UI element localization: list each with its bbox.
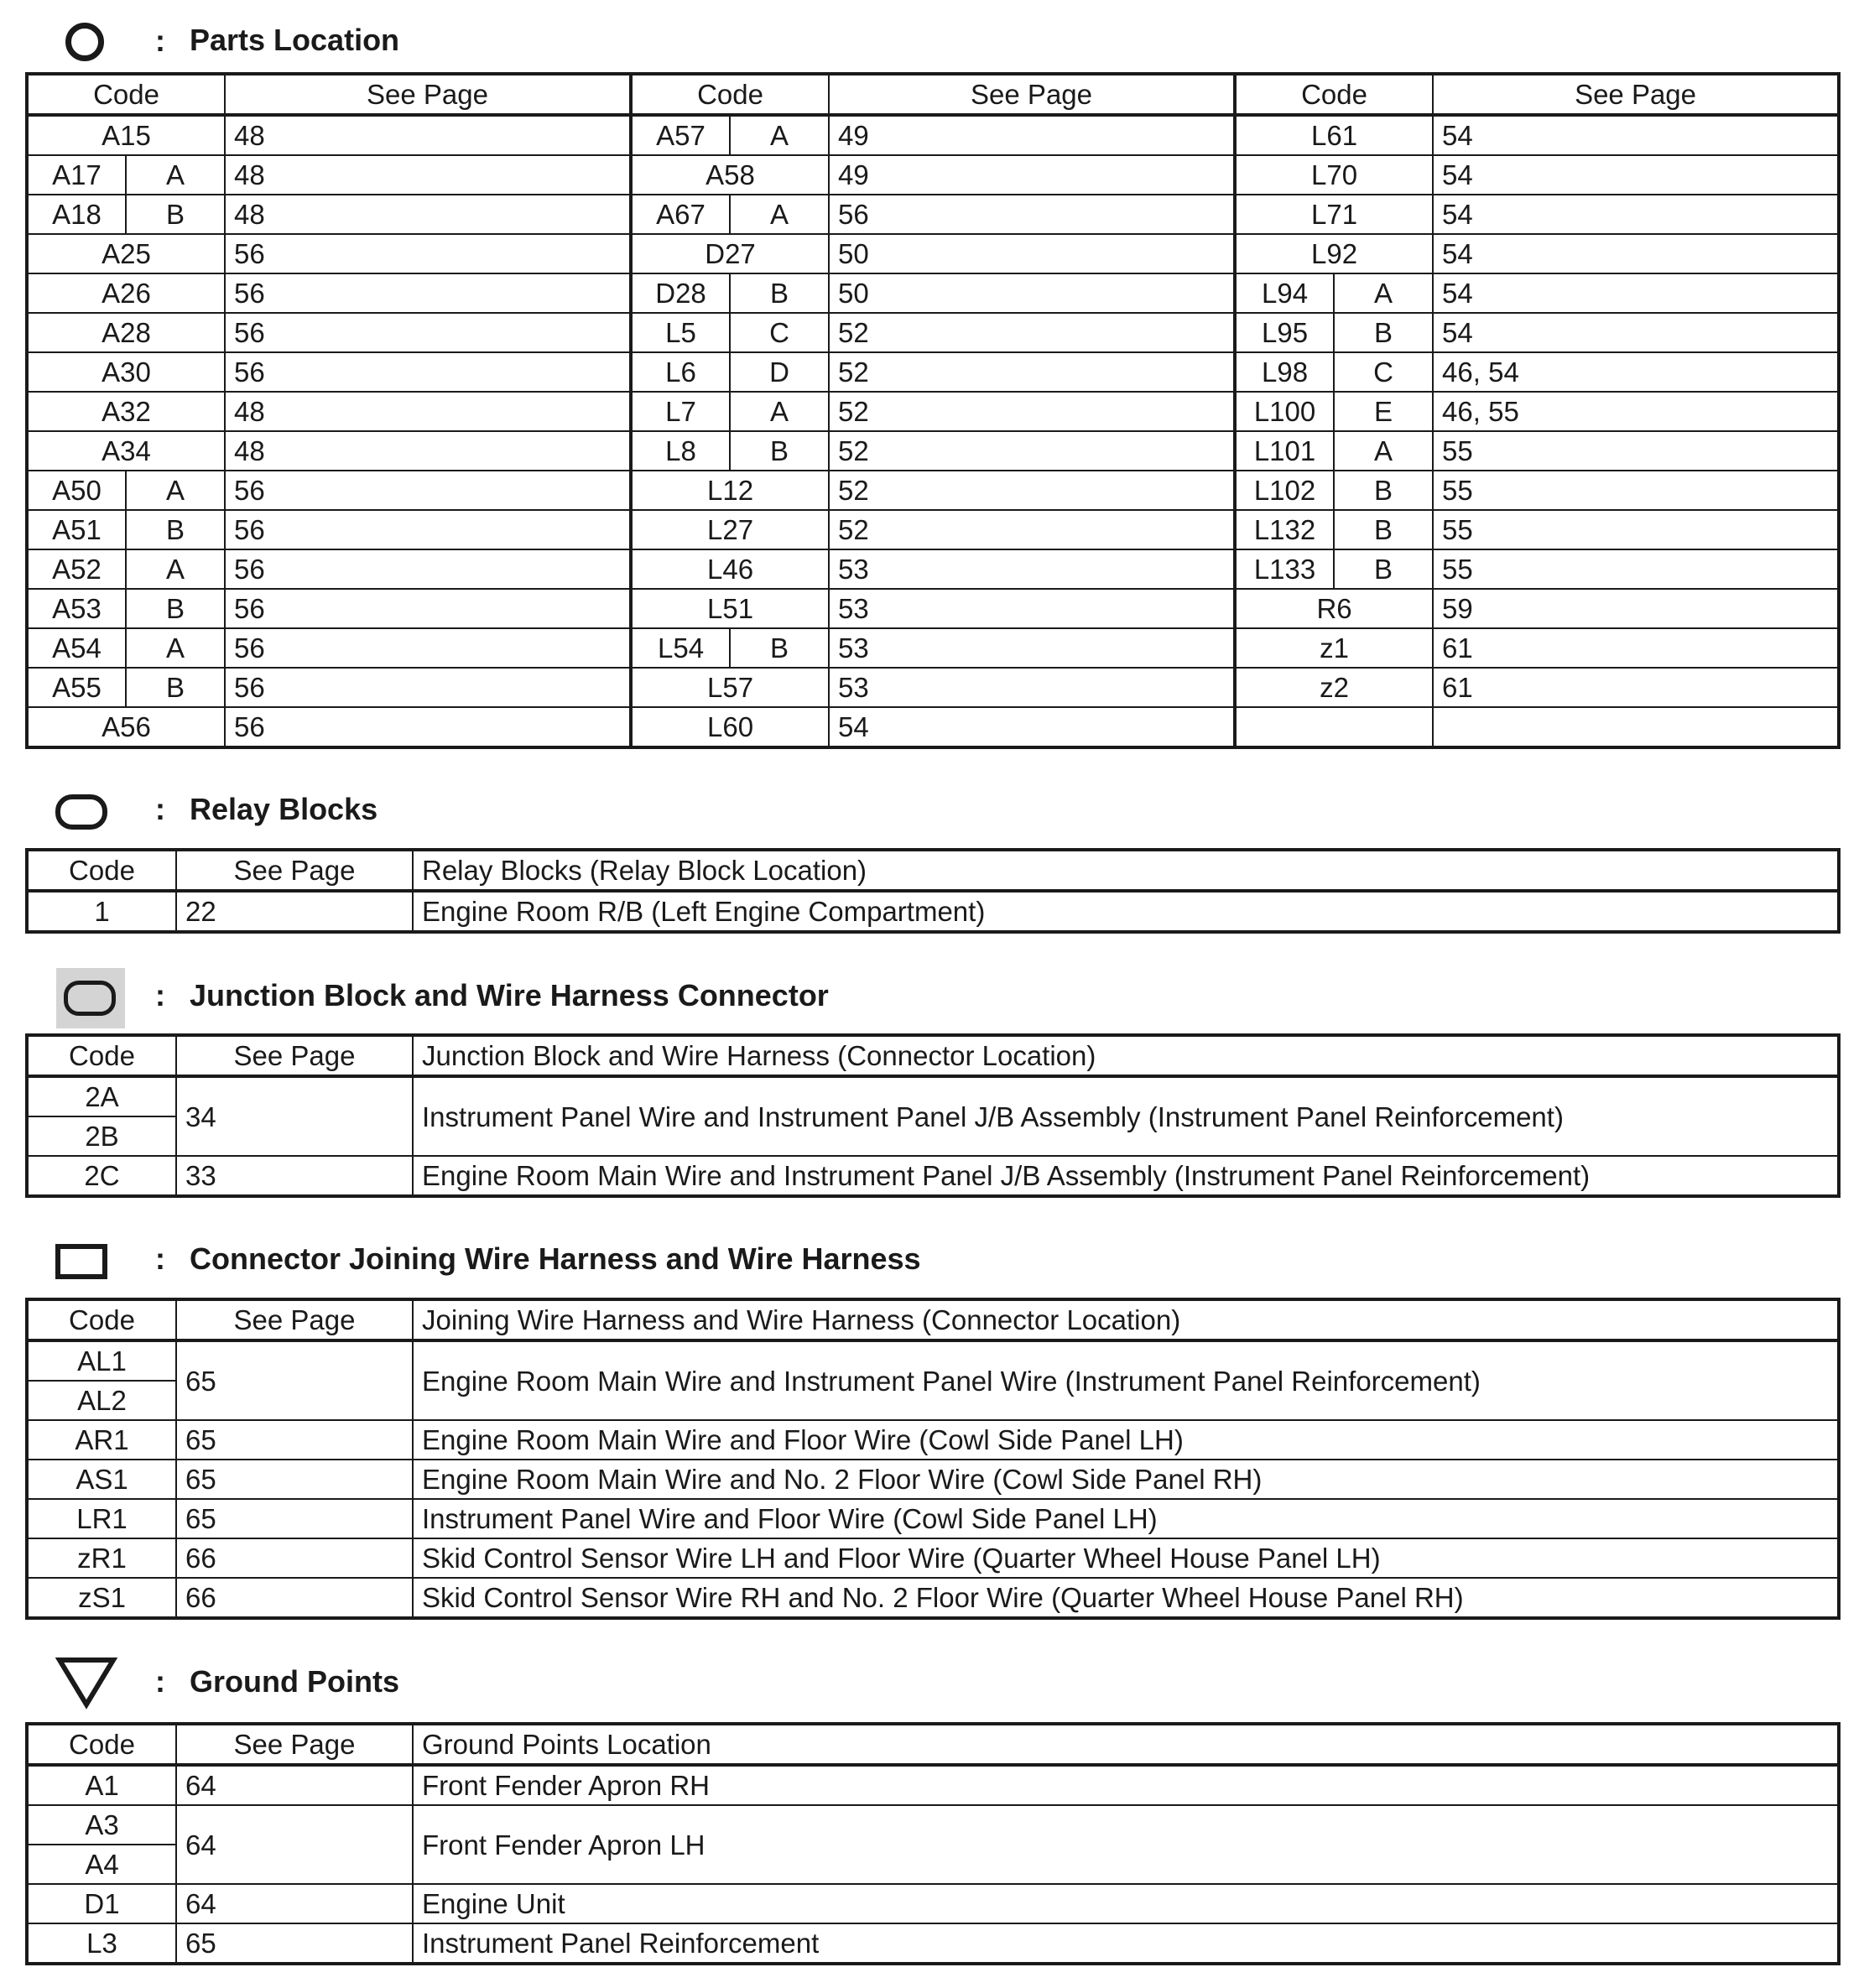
table-row: [27, 628, 1839, 668]
part-subcode: C: [1334, 352, 1433, 392]
table-row: [27, 155, 1839, 195]
code-cell: 2A: [27, 1076, 176, 1116]
ground-points-header: [0, 1649, 1174, 1716]
code-cell: 1: [27, 891, 176, 932]
see-page-value: 56: [225, 589, 631, 628]
column-header-code: Code: [27, 850, 176, 891]
part-code: L101: [1235, 431, 1334, 471]
see-page-value: 52: [829, 471, 1235, 510]
part-code: L7: [631, 392, 730, 431]
part-code: A30: [27, 352, 225, 392]
see-page-value: 53: [829, 549, 1235, 589]
see-page-value: 56: [225, 707, 631, 747]
part-code: A53: [27, 589, 126, 628]
see-page-value: 56: [225, 234, 631, 273]
table-header-row: [27, 850, 1839, 891]
part-subcode: B: [126, 510, 225, 549]
part-code: L12: [631, 471, 829, 510]
junction-block-table: [25, 1033, 1841, 1198]
part-subcode: A: [126, 155, 225, 195]
column-header-location: Joining Wire Harness and Wire Harness (Connector Location): [413, 1299, 1839, 1340]
connector-joining-header: [0, 1226, 1174, 1293]
code-cell: 2C: [27, 1156, 176, 1196]
table-header-row: [27, 1724, 1839, 1765]
table-header-row: [27, 74, 1839, 115]
see-page-value: 61: [1433, 628, 1839, 668]
part-code: A58: [631, 155, 829, 195]
oval-symbol-icon: [55, 794, 107, 830]
column-header-location: Junction Block and Wire Harness (Connector Location): [413, 1035, 1839, 1076]
code-cell: AL2: [27, 1381, 176, 1420]
code-cell: AL1: [27, 1340, 176, 1381]
part-code: A50: [27, 471, 126, 510]
see-page-value: 66: [176, 1578, 413, 1618]
part-code: L92: [1235, 234, 1433, 273]
part-code: D28: [631, 273, 730, 313]
table-row: [27, 471, 1839, 510]
part-code: L94: [1235, 273, 1334, 313]
see-page-value: 61: [1433, 668, 1839, 707]
see-page-value: 54: [1433, 195, 1839, 234]
code-cell: 2B: [27, 1116, 176, 1156]
see-page-value: 48: [225, 392, 631, 431]
location-description: Instrument Panel Wire and Floor Wire (Cowl Side Panel LH): [413, 1499, 1839, 1538]
see-page-value: 50: [829, 234, 1235, 273]
part-subcode: B: [730, 628, 829, 668]
see-page-value: 49: [829, 115, 1235, 155]
code-cell: L3: [27, 1923, 176, 1964]
table-row: [27, 707, 1839, 747]
see-page-value: 50: [829, 273, 1235, 313]
code-cell: AR1: [27, 1420, 176, 1460]
see-page-value: 65: [176, 1460, 413, 1499]
column-header-code: Code: [631, 74, 829, 115]
see-page-value: 55: [1433, 549, 1839, 589]
see-page-value: 65: [176, 1499, 413, 1538]
part-code: L71: [1235, 195, 1433, 234]
part-subcode: B: [126, 589, 225, 628]
part-code: A18: [27, 195, 126, 234]
see-page-value: 54: [1433, 234, 1839, 273]
header-colon: :: [155, 23, 165, 58]
code-cell: A4: [27, 1845, 176, 1884]
part-subcode: B: [126, 668, 225, 707]
location-description: Engine Unit: [413, 1884, 1839, 1923]
part-code: A26: [27, 273, 225, 313]
column-header-see-page: See Page: [176, 850, 413, 891]
see-page-value: 55: [1433, 510, 1839, 549]
part-subcode: B: [1334, 313, 1433, 352]
part-subcode: A: [126, 471, 225, 510]
code-cell: AS1: [27, 1460, 176, 1499]
see-page-value: 65: [176, 1340, 413, 1420]
table-row: [27, 273, 1839, 313]
part-code: [1235, 707, 1433, 747]
section-title: Junction Block and Wire Harness Connector: [190, 978, 829, 1012]
table-row: [27, 1156, 1839, 1196]
see-page-value: 52: [829, 431, 1235, 471]
location-description: Instrument Panel Reinforcement: [413, 1923, 1839, 1964]
see-page-value: 48: [225, 431, 631, 471]
part-code: L8: [631, 431, 730, 471]
see-page-value: 65: [176, 1420, 413, 1460]
table-row: [27, 352, 1839, 392]
see-page-value: 22: [176, 891, 413, 932]
part-subcode: A: [730, 392, 829, 431]
part-subcode: B: [1334, 549, 1433, 589]
part-code: A55: [27, 668, 126, 707]
see-page-value: 66: [176, 1538, 413, 1578]
part-code: A32: [27, 392, 225, 431]
see-page-value: 54: [1433, 115, 1839, 155]
see-page-value: 54: [1433, 313, 1839, 352]
table-row: [27, 1460, 1839, 1499]
part-code: A57: [631, 115, 730, 155]
see-page-value: 56: [225, 628, 631, 668]
part-code: R6: [1235, 589, 1433, 628]
column-header-code: Code: [27, 74, 225, 115]
table-row: [27, 1340, 1839, 1381]
part-code: A15: [27, 115, 225, 155]
column-header-see-page: See Page: [176, 1299, 413, 1340]
see-page-value: 64: [176, 1805, 413, 1884]
column-header-code: Code: [27, 1035, 176, 1076]
see-page-value: 55: [1433, 471, 1839, 510]
code-cell: zR1: [27, 1538, 176, 1578]
see-page-value: 56: [225, 549, 631, 589]
see-page-value: 55: [1433, 431, 1839, 471]
part-subcode: B: [1334, 471, 1433, 510]
location-description: Engine Room R/B (Left Engine Compartment): [413, 891, 1839, 932]
see-page-value: 48: [225, 195, 631, 234]
part-code: L5: [631, 313, 730, 352]
table-row: [27, 234, 1839, 273]
part-subcode: A: [126, 549, 225, 589]
see-page-value: 53: [829, 628, 1235, 668]
see-page-value: 33: [176, 1156, 413, 1196]
table-header-row: [27, 1035, 1839, 1076]
section-title: Relay Blocks: [190, 792, 378, 826]
table-row: [27, 313, 1839, 352]
part-code: L6: [631, 352, 730, 392]
part-code: A34: [27, 431, 225, 471]
location-description: Front Fender Apron RH: [413, 1765, 1839, 1805]
table-row: [27, 1538, 1839, 1578]
part-code: L27: [631, 510, 829, 549]
see-page-value: 54: [1433, 273, 1839, 313]
part-code: L133: [1235, 549, 1334, 589]
table-row: [27, 431, 1839, 471]
see-page-value: 46, 54: [1433, 352, 1839, 392]
part-code: D27: [631, 234, 829, 273]
column-header-see-page: See Page: [225, 74, 631, 115]
table-row: [27, 1076, 1839, 1116]
see-page-value: 52: [829, 352, 1235, 392]
table-row: [27, 1765, 1839, 1805]
junction-block-symbol-icon: [64, 981, 116, 1016]
see-page-value: 56: [225, 273, 631, 313]
see-page-value: 56: [829, 195, 1235, 234]
part-code: L100: [1235, 392, 1334, 431]
table-row: [27, 668, 1839, 707]
see-page-value: 56: [225, 668, 631, 707]
relay-blocks-table: [25, 848, 1841, 934]
see-page-value: 65: [176, 1923, 413, 1964]
table-row: [27, 392, 1839, 431]
part-code: L132: [1235, 510, 1334, 549]
see-page-value: 46, 55: [1433, 392, 1839, 431]
column-header-location: Ground Points Location: [413, 1724, 1839, 1765]
see-page-value: 53: [829, 668, 1235, 707]
see-page-value: 56: [225, 471, 631, 510]
part-code: L46: [631, 549, 829, 589]
location-description: Engine Room Main Wire and Instrument Panel J/B Assembly (Instrument Panel Reinforcement): [413, 1156, 1839, 1196]
connector-joining-table: [25, 1298, 1841, 1620]
relay-blocks-header: [0, 778, 1174, 846]
column-header-location: Relay Blocks (Relay Block Location): [413, 850, 1839, 891]
see-page-value: 64: [176, 1884, 413, 1923]
part-code: z2: [1235, 668, 1433, 707]
location-description: Front Fender Apron LH: [413, 1805, 1839, 1884]
section-title: Parts Location: [190, 23, 400, 57]
part-code: L102: [1235, 471, 1334, 510]
see-page-value: 56: [225, 510, 631, 549]
part-subcode: D: [730, 352, 829, 392]
part-code: L61: [1235, 115, 1433, 155]
part-code: A17: [27, 155, 126, 195]
part-code: L60: [631, 707, 829, 747]
header-colon: :: [155, 978, 165, 1012]
header-colon: :: [155, 1241, 165, 1276]
column-header-code: Code: [27, 1299, 176, 1340]
see-page-value: 53: [829, 589, 1235, 628]
see-page-value: 59: [1433, 589, 1839, 628]
location-description: Skid Control Sensor Wire RH and No. 2 Floor Wire (Quarter Wheel House Panel RH): [413, 1578, 1839, 1618]
part-subcode: A: [730, 115, 829, 155]
part-subcode: A: [1334, 431, 1433, 471]
column-header-see-page: See Page: [176, 1035, 413, 1076]
table-row: [27, 1923, 1839, 1964]
code-cell: A1: [27, 1765, 176, 1805]
junction-block-header: [0, 961, 1174, 1028]
column-header-code: Code: [1235, 74, 1433, 115]
header-colon: :: [155, 792, 165, 826]
code-cell: LR1: [27, 1499, 176, 1538]
triangle-down-icon: [55, 1656, 117, 1710]
table-row: [27, 549, 1839, 589]
table-row: [27, 891, 1839, 932]
code-cell: zS1: [27, 1578, 176, 1618]
table-row: [27, 195, 1839, 234]
part-code: L98: [1235, 352, 1334, 392]
parts-location-header: [0, 8, 1174, 75]
part-code: z1: [1235, 628, 1433, 668]
rectangle-symbol-icon: [55, 1244, 107, 1279]
part-code: A28: [27, 313, 225, 352]
parts-location-table: [25, 72, 1841, 749]
column-header-code: Code: [27, 1724, 176, 1765]
see-page-value: 56: [225, 313, 631, 352]
part-code: L70: [1235, 155, 1433, 195]
see-page-value: 52: [829, 392, 1235, 431]
part-subcode: A: [126, 628, 225, 668]
see-page-value: 34: [176, 1076, 413, 1156]
see-page-value: 64: [176, 1765, 413, 1805]
table-row: [27, 115, 1839, 155]
see-page-value: 49: [829, 155, 1235, 195]
see-page-value: 48: [225, 155, 631, 195]
location-description: Engine Room Main Wire and Floor Wire (Cowl Side Panel LH): [413, 1420, 1839, 1460]
see-page-value: 52: [829, 510, 1235, 549]
code-cell: A3: [27, 1805, 176, 1845]
location-description: Engine Room Main Wire and Instrument Panel Wire (Instrument Panel Reinforcement): [413, 1340, 1839, 1420]
see-page-value: 52: [829, 313, 1235, 352]
table-row: [27, 1805, 1839, 1845]
part-code: A51: [27, 510, 126, 549]
table-row: [27, 1499, 1839, 1538]
section-title: Ground Points: [190, 1664, 399, 1699]
part-code: A56: [27, 707, 225, 747]
see-page-value: 56: [225, 352, 631, 392]
table-row: [27, 1420, 1839, 1460]
part-subcode: B: [730, 431, 829, 471]
column-header-see-page: See Page: [176, 1724, 413, 1765]
location-description: Engine Room Main Wire and No. 2 Floor Wire (Cowl Side Panel RH): [413, 1460, 1839, 1499]
location-description: Skid Control Sensor Wire LH and Floor Wire (Quarter Wheel House Panel LH): [413, 1538, 1839, 1578]
see-page-value: 54: [1433, 155, 1839, 195]
part-subcode: B: [730, 273, 829, 313]
table-row: [27, 589, 1839, 628]
table-row: [27, 510, 1839, 549]
section-title: Connector Joining Wire Harness and Wire Harness: [190, 1241, 921, 1276]
part-code: A67: [631, 195, 730, 234]
part-subcode: C: [730, 313, 829, 352]
part-code: L57: [631, 668, 829, 707]
part-subcode: A: [1334, 273, 1433, 313]
ground-points-table: [25, 1722, 1841, 1965]
circle-symbol-icon: [65, 23, 104, 61]
table-row: [27, 1884, 1839, 1923]
part-subcode: B: [126, 195, 225, 234]
part-code: A25: [27, 234, 225, 273]
part-code: A52: [27, 549, 126, 589]
see-page-value: 54: [829, 707, 1235, 747]
table-row: [27, 1578, 1839, 1618]
see-page-value: 48: [225, 115, 631, 155]
part-code: L51: [631, 589, 829, 628]
see-page-value: [1433, 707, 1839, 747]
part-subcode: E: [1334, 392, 1433, 431]
column-header-see-page: See Page: [1433, 74, 1839, 115]
location-description: Instrument Panel Wire and Instrument Panel J/B Assembly (Instrument Panel Reinforcement): [413, 1076, 1839, 1156]
code-cell: D1: [27, 1884, 176, 1923]
part-subcode: A: [730, 195, 829, 234]
part-subcode: B: [1334, 510, 1433, 549]
part-code: A54: [27, 628, 126, 668]
table-header-row: [27, 1299, 1839, 1340]
part-code: L95: [1235, 313, 1334, 352]
part-code: L54: [631, 628, 730, 668]
column-header-see-page: See Page: [829, 74, 1235, 115]
header-colon: :: [155, 1664, 165, 1699]
